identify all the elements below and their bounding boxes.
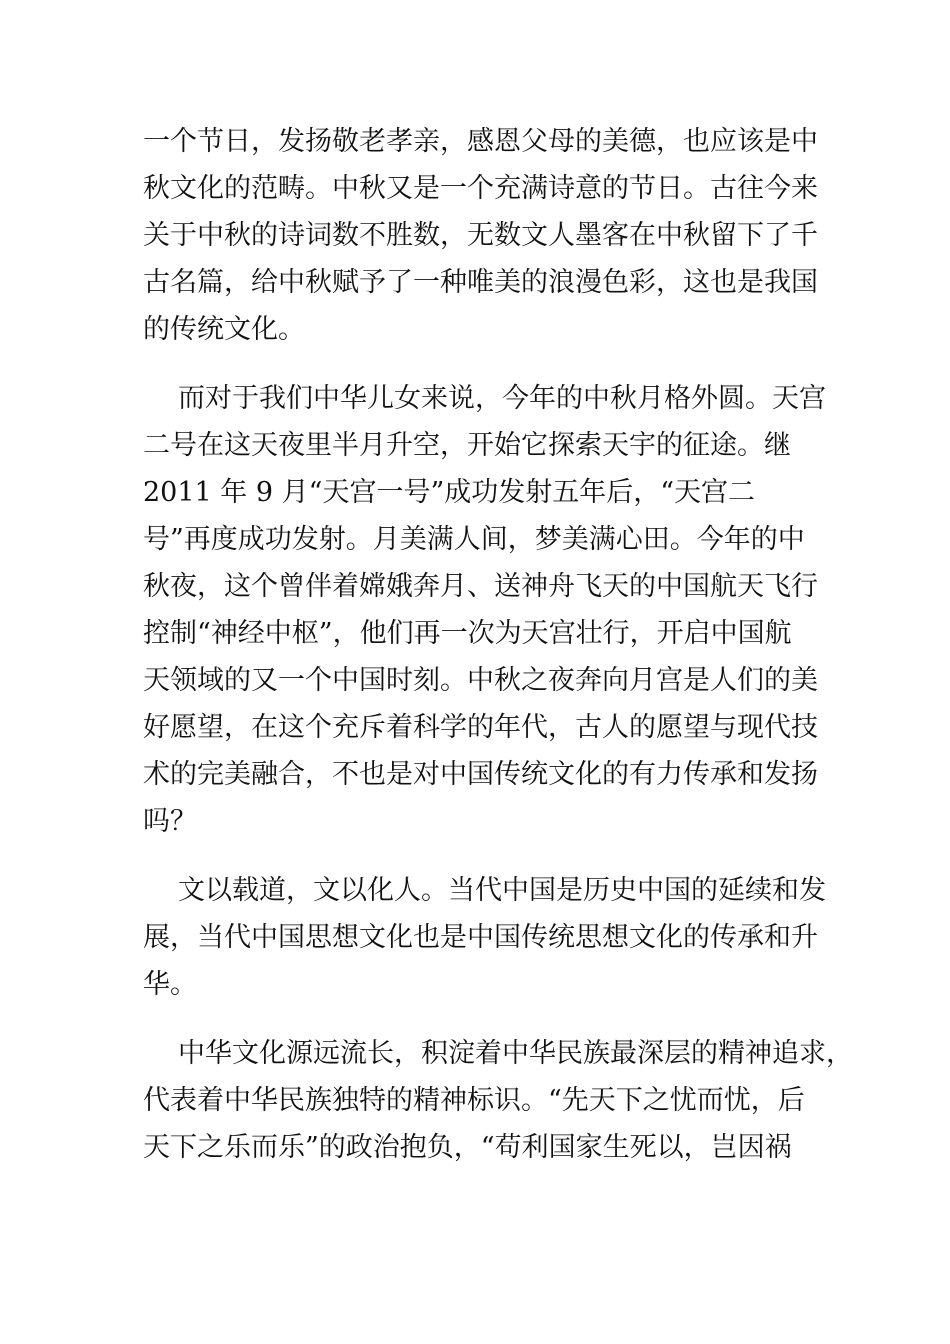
- text-line: 二号在这天夜里半月升空，开始它探索天宇的征途。继: [143, 430, 791, 461]
- text-line: 文以载道，文以化人。当代中国是历史中国的延续和发: [178, 875, 826, 906]
- text-line: 的传统文化。: [143, 314, 305, 345]
- text-line: 中华文化源远流长，积淀着中华民族最深层的精神追求，: [178, 1038, 853, 1069]
- text-line: 展，当代中国思想文化也是中国传统思想文化的传承和升: [143, 922, 818, 953]
- paragraph-3: [143, 867, 826, 1008]
- paragraph-2: [143, 375, 826, 845]
- text-line: 控制“神经中枢”，他们再一次为天宫壮行，开启中国航: [143, 618, 792, 649]
- text-line: 2011 年 9 月“天宫一号”成功发射五年后，“天宫二: [143, 477, 756, 508]
- text-line: 吗？: [143, 806, 197, 837]
- text-line: 秋夜，这个曾伴着嫦娥奔月、送神舟飞天的中国航天飞行: [143, 571, 818, 602]
- text-line: 术的完美融合，不也是对中国传统文化的有力传承和发扬: [143, 759, 818, 790]
- text-line: 天下之乐而乐”的政治抱负，“苟利国家生死以，岂因祸: [143, 1132, 792, 1163]
- text-line: 古名篇，给中秋赋予了一种唯美的浪漫色彩，这也是我国: [143, 267, 818, 298]
- text-line: 号”再度成功发射。月美满人间，梦美满心田。今年的中: [143, 524, 805, 555]
- text-line: 好愿望，在这个充斥着科学的年代，古人的愿望与现代技: [143, 712, 818, 743]
- paragraph-1: [143, 118, 818, 353]
- text-line: 天领域的又一个中国时刻。中秋之夜奔向月宫是人们的美: [143, 665, 818, 696]
- text-line: 秋文化的范畴。中秋又是一个充满诗意的节日。古往今来: [143, 173, 818, 204]
- paragraph-4: [143, 1030, 853, 1171]
- text-line: 而对于我们中华儿女来说，今年的中秋月格外圆。天宫: [178, 383, 826, 414]
- text-line: 一个节日，发扬敬老孝亲，感恩父母的美德，也应该是中: [143, 126, 818, 157]
- text-line: 华。: [143, 969, 197, 1000]
- document-body: [143, 118, 853, 1193]
- text-line: 关于中秋的诗词数不胜数，无数文人墨客在中秋留下了千: [143, 220, 818, 251]
- text-line: 代表着中华民族独特的精神标识。“先天下之忧而忧，后: [143, 1085, 805, 1116]
